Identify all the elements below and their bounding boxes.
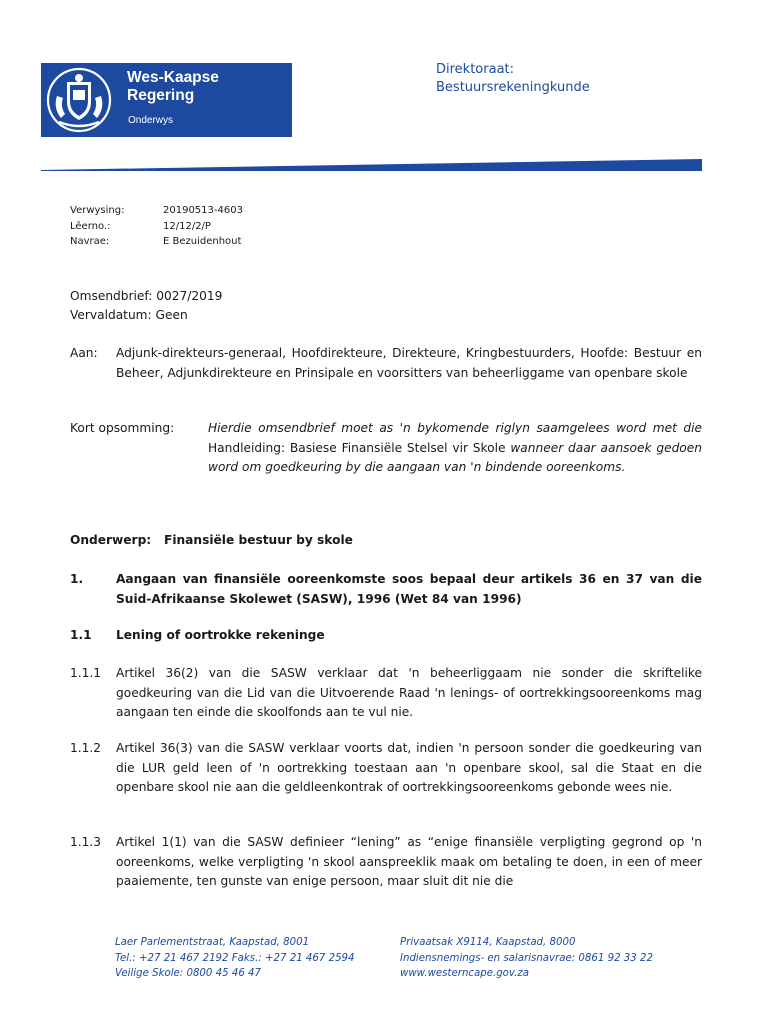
subject-line: Onderwerp: Finansiële bestuur by skole [70, 533, 353, 547]
footer-address: Laer Parlementstraat, Kaapstad, 8001 Tel.: +27 21 467 2192 Faks.: +27 21 467 2594 Veilige Skole: 0800 45 46 47 [115, 937, 355, 979]
expiry-date: Vervaldatum: Geen [70, 308, 188, 322]
addressees [70, 344, 702, 383]
section-heading: 1. Aangaan van finansiële ooreenkomste soos bepaal deur artikels 36 en 37 van die Suid-Afrikaanse Skolewet (SASW), 1996 (Wet 84 van 1996) [70, 572, 702, 606]
section-paragraph: 1.1.1 Artikel 36(2) van die SASW verklaar dat 'n beheerliggaam nie sonder die skriftelike goedkeuring van die Lid van die Uitvoerende Raad 'n lenings- of oortrekkingsooreenkoms mag aangaan ten einde die skoolfonds aan te vul nie. [70, 666, 702, 719]
reference-row: Verwysing: 20190513-4603 [70, 205, 243, 216]
logo-title: Wes-Kaapse Regering [127, 69, 219, 104]
section-paragraph: 1.1.3 Artikel 1(1) van die SASW definieer “lening” as “enige finansiële verpligting gegrond op 'n ooreenkoms, welke verpligting 'n skool aanspreeklik maak om betaling te doen, in een of meer paaiemente, ten gunste van enige persoon, maar sluit dit nie die [70, 835, 702, 888]
reference-block [70, 203, 243, 250]
section-heading: 1.1 Lening of oortrokke rekeninge [70, 628, 325, 642]
addressees-text: Adjunk-direkteurs-generaal, Hoofdirekteure, Direkteure, Kringbestuurders, Hoofde: Bestuur en Beheer, Adjunkdirekteure en Prinsipale en voorsitters van beheerliggame van openbare skole [116, 346, 702, 380]
addressees-label: Aan: [70, 346, 98, 360]
directorate-heading: Direktoraat: Bestuursrekeningkunde [436, 62, 590, 95]
reference-row: Navrae: E Bezuidenhout [70, 236, 242, 247]
section-paragraph: 1.1.2 Artikel 36(3) van die SASW verklaar voorts dat, indien 'n persoon sonder die goedkeuring van die LUR geld leen of 'n oortrekking toestaan aan 'n openbare skool, sal die Staat en die openbare skool nie aan die geldleenkontrak of oortrekkingsooreenkoms gebonde wees nie. [70, 741, 702, 794]
summary [70, 419, 702, 478]
government-logo [41, 63, 292, 137]
logo-subtitle: Onderwys [128, 115, 174, 126]
reference-row: Lêerno.: 12/12/2/P [70, 220, 211, 232]
circular-info [70, 287, 222, 325]
footer-contact: Privaatsak X9114, Kaapstad, 8000 Indiensnemings- en salarisnavrae: 0861 92 33 22 www.westerncape.gov.za [400, 935, 653, 982]
coat-of-arms-icon [45, 66, 113, 134]
header-divider [41, 154, 702, 172]
summary-label: Kort opsomming: [70, 421, 175, 435]
summary-text: Hierdie omsendbrief moet as 'n bykomende riglyn saamgelees word met die Handleiding: Basiese Finansiële Stelsel vir Skole wanneer daar aansoek gedoen word om goedkeuring by die aangaan van 'n bindende ooreenkoms. [208, 421, 702, 474]
circular-number: Omsendbrief: 0027/2019 [70, 289, 223, 303]
website-link[interactable]: www.westerncape.gov.za [400, 968, 529, 979]
